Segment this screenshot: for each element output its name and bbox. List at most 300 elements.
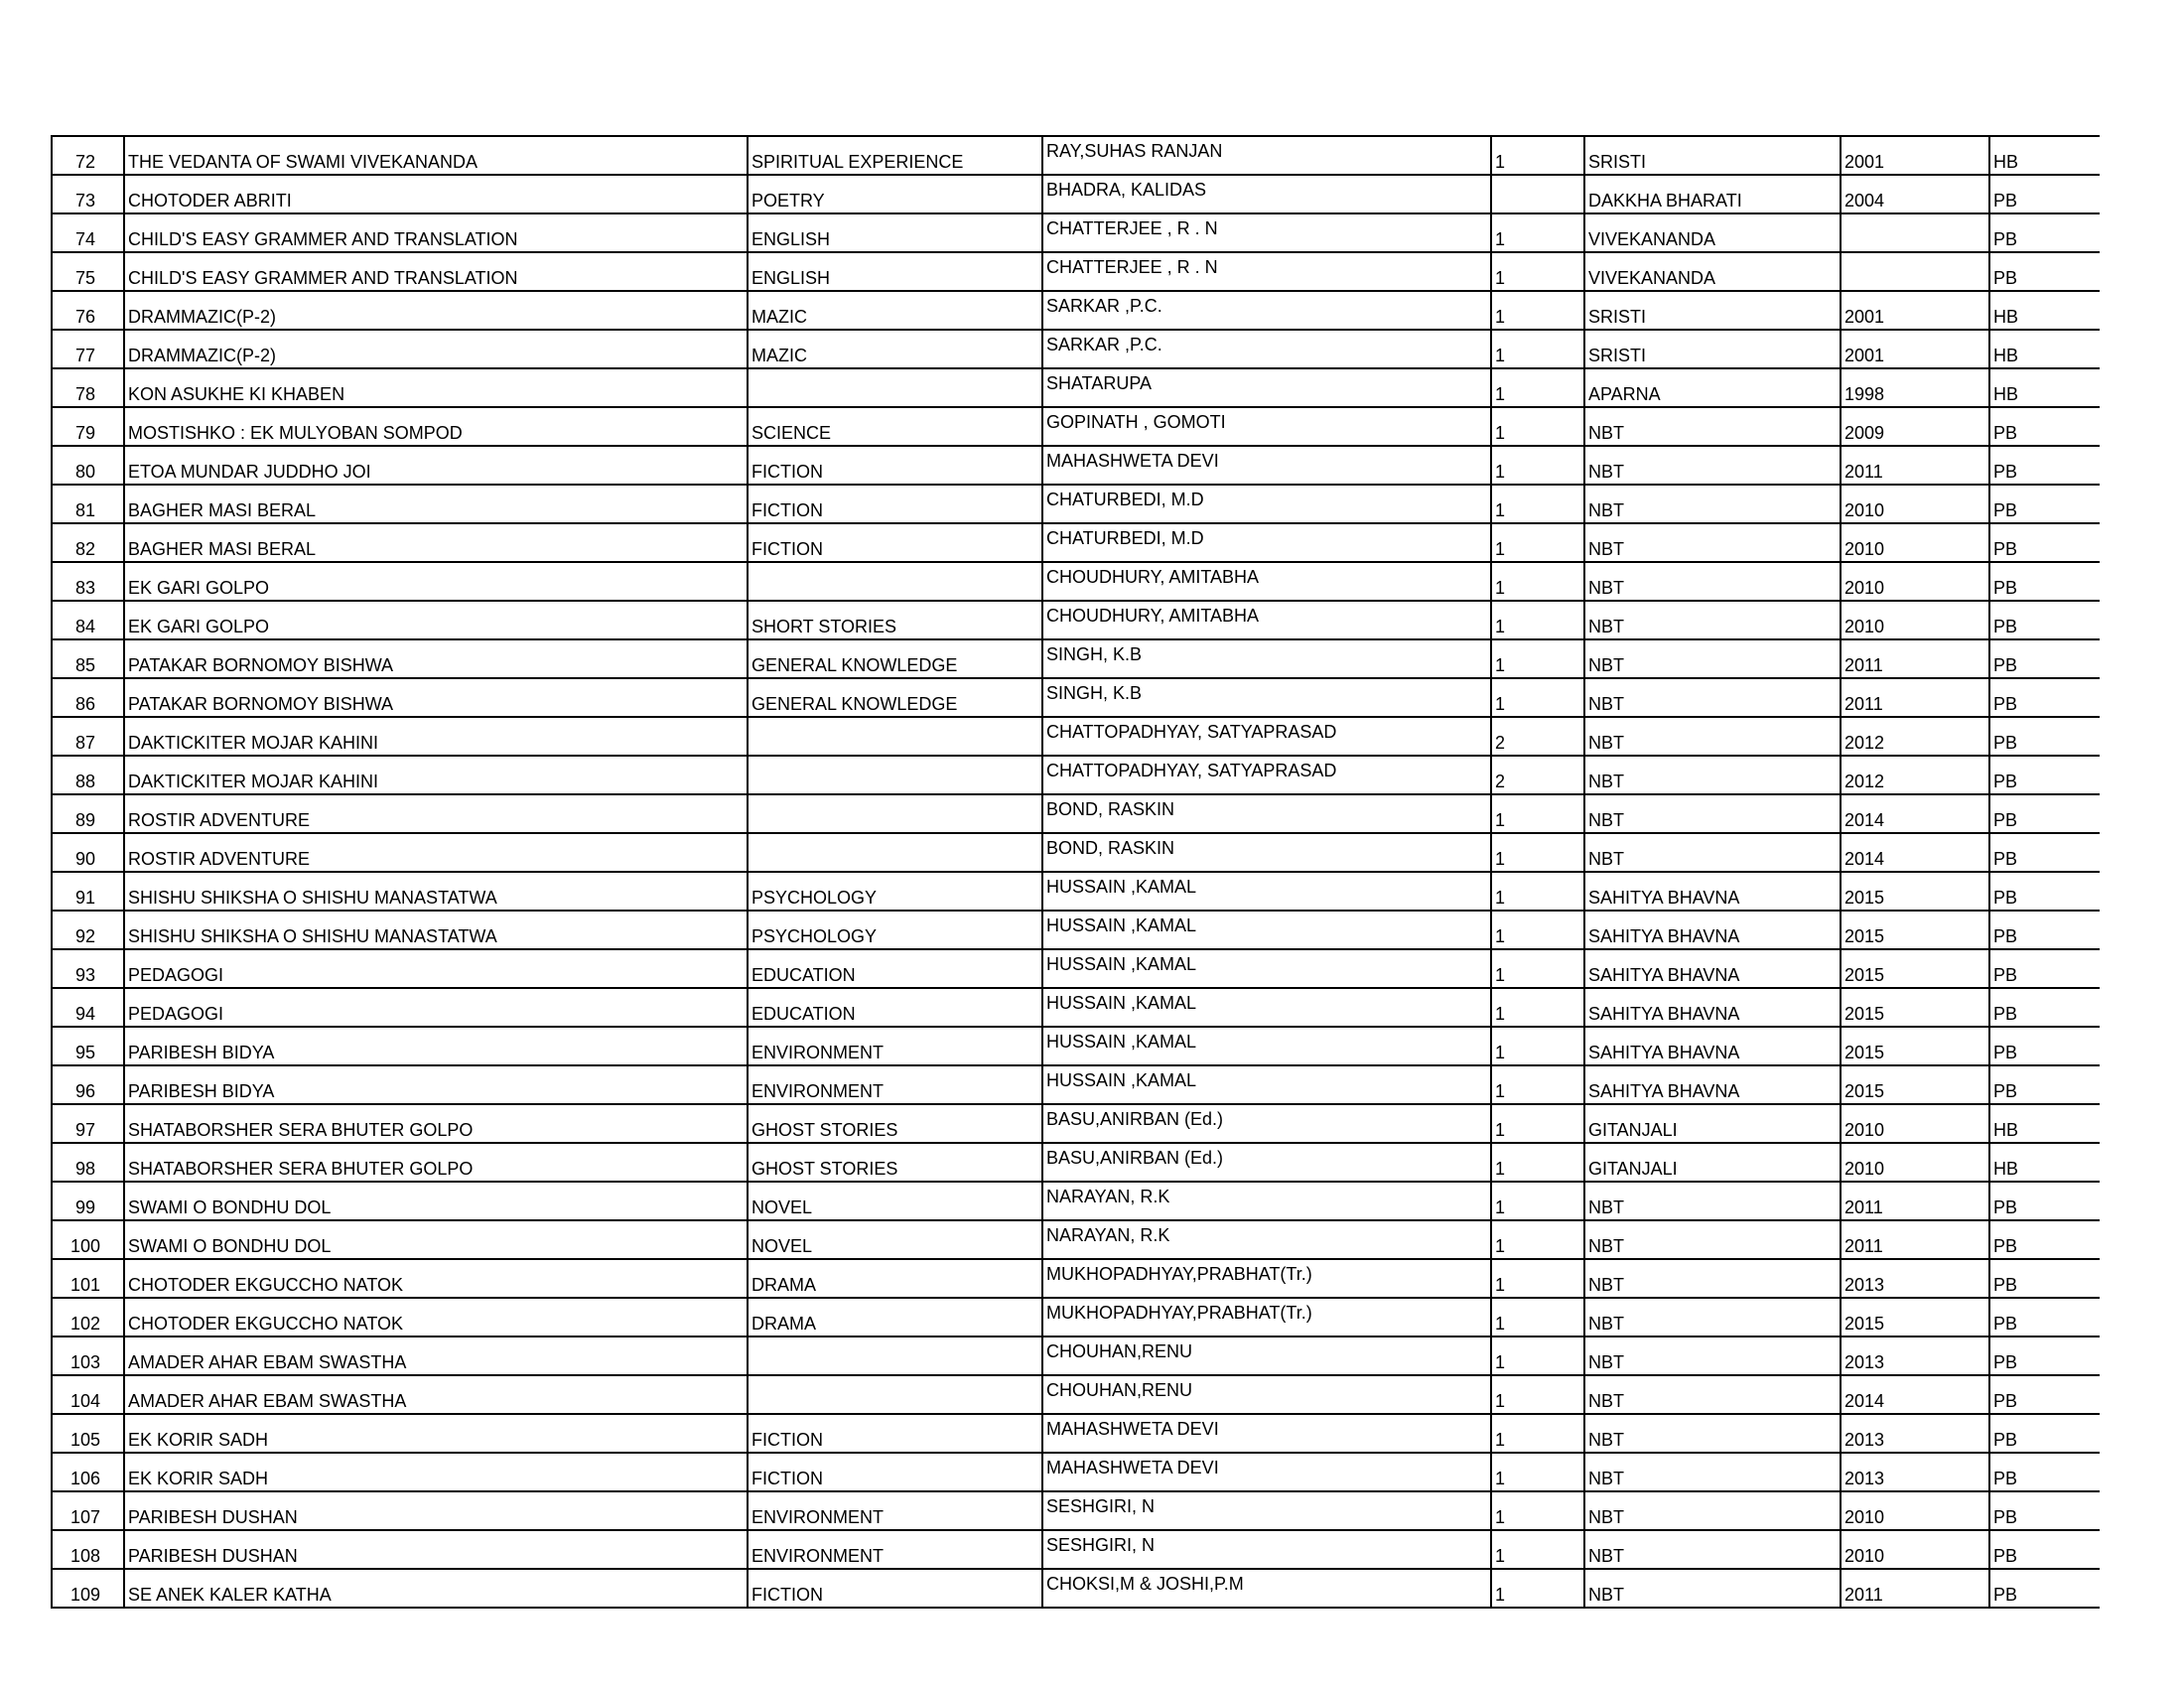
title-cell: PARIBESH DUSHAN: [124, 1491, 748, 1530]
publisher-cell: NBT: [1584, 562, 1841, 601]
year-cell: 2015: [1841, 872, 1989, 911]
publisher-cell: NBT: [1584, 756, 1841, 794]
binding-cell: PB: [1989, 562, 2100, 601]
year-cell: 2010: [1841, 601, 1989, 639]
author-cell: SARKAR ,P.C.: [1042, 291, 1491, 330]
publisher-cell: NBT: [1584, 1220, 1841, 1259]
publisher-cell: SAHITYA BHAVNA: [1584, 1065, 1841, 1104]
copies-cell: 1: [1491, 794, 1584, 833]
publisher-cell: NBT: [1584, 1182, 1841, 1220]
copies-cell: 1: [1491, 1182, 1584, 1220]
title-cell: PARIBESH BIDYA: [124, 1065, 748, 1104]
author-cell: NARAYAN, R.K: [1042, 1182, 1491, 1220]
table-row: [52, 1414, 2100, 1453]
binding-cell: PB: [1989, 639, 2100, 678]
author-cell: CHOKSI,M & JOSHI,P.M: [1042, 1569, 1491, 1608]
binding-cell: HB: [1989, 368, 2100, 407]
author-cell: BOND, RASKIN: [1042, 794, 1491, 833]
publisher-cell: NBT: [1584, 523, 1841, 562]
table-row: [52, 1453, 2100, 1491]
copies-cell: 1: [1491, 833, 1584, 872]
subject-cell: EDUCATION: [748, 949, 1042, 988]
binding-cell: PB: [1989, 678, 2100, 717]
binding-cell: PB: [1989, 794, 2100, 833]
serial-number-cell: 74: [52, 213, 124, 252]
year-cell: 2015: [1841, 911, 1989, 949]
table-row: [52, 1104, 2100, 1143]
subject-cell: [748, 833, 1042, 872]
binding-cell: PB: [1989, 1220, 2100, 1259]
title-cell: PATAKAR BORNOMOY BISHWA: [124, 639, 748, 678]
binding-cell: HB: [1989, 136, 2100, 175]
serial-number-cell: 91: [52, 872, 124, 911]
subject-cell: PSYCHOLOGY: [748, 911, 1042, 949]
author-cell: MUKHOPADHYAY,PRABHAT(Tr.): [1042, 1298, 1491, 1336]
author-cell: BASU,ANIRBAN (Ed.): [1042, 1143, 1491, 1182]
table-row: [52, 291, 2100, 330]
table-row: [52, 1491, 2100, 1530]
subject-cell: MAZIC: [748, 330, 1042, 368]
subject-cell: ENVIRONMENT: [748, 1027, 1042, 1065]
table-row: [52, 1259, 2100, 1298]
copies-cell: 1: [1491, 407, 1584, 446]
title-cell: CHOTODER EKGUCCHO NATOK: [124, 1298, 748, 1336]
author-cell: CHATURBEDI, M.D: [1042, 523, 1491, 562]
author-cell: BOND, RASKIN: [1042, 833, 1491, 872]
serial-number-cell: 109: [52, 1569, 124, 1608]
publisher-cell: GITANJALI: [1584, 1143, 1841, 1182]
author-cell: HUSSAIN ,KAMAL: [1042, 872, 1491, 911]
year-cell: 2013: [1841, 1336, 1989, 1375]
table-row: [52, 872, 2100, 911]
publisher-cell: NBT: [1584, 639, 1841, 678]
table-row: [52, 523, 2100, 562]
title-cell: PATAKAR BORNOMOY BISHWA: [124, 678, 748, 717]
publisher-cell: NBT: [1584, 1491, 1841, 1530]
table-row: [52, 601, 2100, 639]
table-row: [52, 1143, 2100, 1182]
author-cell: HUSSAIN ,KAMAL: [1042, 949, 1491, 988]
subject-cell: PSYCHOLOGY: [748, 872, 1042, 911]
title-cell: SWAMI O BONDHU DOL: [124, 1182, 748, 1220]
copies-cell: 1: [1491, 1336, 1584, 1375]
copies-cell: 1: [1491, 1530, 1584, 1569]
subject-cell: FICTION: [748, 446, 1042, 485]
subject-cell: [748, 562, 1042, 601]
publisher-cell: APARNA: [1584, 368, 1841, 407]
title-cell: EK KORIR SADH: [124, 1453, 748, 1491]
title-cell: EK GARI GOLPO: [124, 601, 748, 639]
subject-cell: POETRY: [748, 175, 1042, 213]
serial-number-cell: 88: [52, 756, 124, 794]
title-cell: MOSTISHKO : EK MULYOBAN SOMPOD: [124, 407, 748, 446]
binding-cell: PB: [1989, 1453, 2100, 1491]
subject-cell: EDUCATION: [748, 988, 1042, 1027]
table-row: [52, 562, 2100, 601]
publisher-cell: NBT: [1584, 407, 1841, 446]
publisher-cell: VIVEKANANDA: [1584, 213, 1841, 252]
publisher-cell: GITANJALI: [1584, 1104, 1841, 1143]
publisher-cell: SRISTI: [1584, 136, 1841, 175]
author-cell: SHATARUPA: [1042, 368, 1491, 407]
year-cell: 2010: [1841, 523, 1989, 562]
binding-cell: PB: [1989, 1027, 2100, 1065]
copies-cell: 1: [1491, 252, 1584, 291]
subject-cell: NOVEL: [748, 1220, 1042, 1259]
subject-cell: FICTION: [748, 1414, 1042, 1453]
copies-cell: [1491, 175, 1584, 213]
subject-cell: ENGLISH: [748, 213, 1042, 252]
copies-cell: 1: [1491, 523, 1584, 562]
author-cell: SARKAR ,P.C.: [1042, 330, 1491, 368]
publisher-cell: NBT: [1584, 717, 1841, 756]
author-cell: CHOUHAN,RENU: [1042, 1375, 1491, 1414]
year-cell: 2015: [1841, 1027, 1989, 1065]
subject-cell: FICTION: [748, 1453, 1042, 1491]
serial-number-cell: 95: [52, 1027, 124, 1065]
publisher-cell: SAHITYA BHAVNA: [1584, 1027, 1841, 1065]
table-row: [52, 1569, 2100, 1608]
table-row: [52, 1027, 2100, 1065]
table-row: [52, 1298, 2100, 1336]
serial-number-cell: 97: [52, 1104, 124, 1143]
serial-number-cell: 75: [52, 252, 124, 291]
author-cell: CHATTOPADHYAY, SATYAPRASAD: [1042, 717, 1491, 756]
title-cell: AMADER AHAR EBAM SWASTHA: [124, 1336, 748, 1375]
table-row: [52, 639, 2100, 678]
title-cell: ROSTIR ADVENTURE: [124, 794, 748, 833]
title-cell: DAKTICKITER MOJAR KAHINI: [124, 756, 748, 794]
copies-cell: 2: [1491, 756, 1584, 794]
year-cell: 2001: [1841, 136, 1989, 175]
table-row: [52, 446, 2100, 485]
title-cell: EK KORIR SADH: [124, 1414, 748, 1453]
copies-cell: 1: [1491, 1065, 1584, 1104]
copies-cell: 1: [1491, 911, 1584, 949]
title-cell: BAGHER MASI BERAL: [124, 485, 748, 523]
copies-cell: 1: [1491, 291, 1584, 330]
table-row: [52, 949, 2100, 988]
publisher-cell: NBT: [1584, 833, 1841, 872]
serial-number-cell: 105: [52, 1414, 124, 1453]
year-cell: 2010: [1841, 1104, 1989, 1143]
serial-number-cell: 107: [52, 1491, 124, 1530]
title-cell: PARIBESH DUSHAN: [124, 1530, 748, 1569]
author-cell: BHADRA, KALIDAS: [1042, 175, 1491, 213]
binding-cell: PB: [1989, 1491, 2100, 1530]
table-row: [52, 794, 2100, 833]
publisher-cell: SAHITYA BHAVNA: [1584, 988, 1841, 1027]
title-cell: SHATABORSHER SERA BHUTER GOLPO: [124, 1104, 748, 1143]
publisher-cell: SRISTI: [1584, 291, 1841, 330]
year-cell: 2010: [1841, 1530, 1989, 1569]
title-cell: ETOA MUNDAR JUDDHO JOI: [124, 446, 748, 485]
binding-cell: PB: [1989, 1336, 2100, 1375]
title-cell: CHILD'S EASY GRAMMER AND TRANSLATION: [124, 252, 748, 291]
table-row: [52, 1220, 2100, 1259]
binding-cell: HB: [1989, 1104, 2100, 1143]
publisher-cell: NBT: [1584, 1530, 1841, 1569]
subject-cell: [748, 1336, 1042, 1375]
serial-number-cell: 104: [52, 1375, 124, 1414]
author-cell: CHATTERJEE , R . N: [1042, 252, 1491, 291]
year-cell: 2010: [1841, 1143, 1989, 1182]
title-cell: AMADER AHAR EBAM SWASTHA: [124, 1375, 748, 1414]
title-cell: CHILD'S EASY GRAMMER AND TRANSLATION: [124, 213, 748, 252]
author-cell: HUSSAIN ,KAMAL: [1042, 1065, 1491, 1104]
publisher-cell: VIVEKANANDA: [1584, 252, 1841, 291]
serial-number-cell: 82: [52, 523, 124, 562]
subject-cell: DRAMA: [748, 1298, 1042, 1336]
serial-number-cell: 80: [52, 446, 124, 485]
binding-cell: PB: [1989, 872, 2100, 911]
copies-cell: 1: [1491, 368, 1584, 407]
serial-number-cell: 72: [52, 136, 124, 175]
subject-cell: ENVIRONMENT: [748, 1065, 1042, 1104]
copies-cell: 1: [1491, 1259, 1584, 1298]
binding-cell: PB: [1989, 988, 2100, 1027]
copies-cell: 1: [1491, 601, 1584, 639]
binding-cell: PB: [1989, 1375, 2100, 1414]
publisher-cell: NBT: [1584, 446, 1841, 485]
subject-cell: NOVEL: [748, 1182, 1042, 1220]
copies-cell: 1: [1491, 678, 1584, 717]
title-cell: DRAMMAZIC(P-2): [124, 330, 748, 368]
author-cell: HUSSAIN ,KAMAL: [1042, 911, 1491, 949]
publisher-cell: NBT: [1584, 485, 1841, 523]
subject-cell: [748, 1375, 1042, 1414]
binding-cell: HB: [1989, 330, 2100, 368]
year-cell: 2013: [1841, 1414, 1989, 1453]
serial-number-cell: 83: [52, 562, 124, 601]
title-cell: SHISHU SHIKSHA O SHISHU MANASTATWA: [124, 911, 748, 949]
copies-cell: 1: [1491, 1298, 1584, 1336]
year-cell: 2011: [1841, 1182, 1989, 1220]
publisher-cell: NBT: [1584, 794, 1841, 833]
year-cell: 2014: [1841, 1375, 1989, 1414]
subject-cell: FICTION: [748, 485, 1042, 523]
year-cell: 2014: [1841, 833, 1989, 872]
serial-number-cell: 90: [52, 833, 124, 872]
table-row: [52, 1375, 2100, 1414]
title-cell: PARIBESH BIDYA: [124, 1027, 748, 1065]
publisher-cell: NBT: [1584, 601, 1841, 639]
subject-cell: ENGLISH: [748, 252, 1042, 291]
author-cell: CHATURBEDI, M.D: [1042, 485, 1491, 523]
year-cell: 2013: [1841, 1453, 1989, 1491]
year-cell: 2011: [1841, 446, 1989, 485]
serial-number-cell: 73: [52, 175, 124, 213]
serial-number-cell: 89: [52, 794, 124, 833]
table-row: [52, 1065, 2100, 1104]
binding-cell: PB: [1989, 833, 2100, 872]
publisher-cell: NBT: [1584, 1259, 1841, 1298]
serial-number-cell: 84: [52, 601, 124, 639]
table-row: [52, 1182, 2100, 1220]
author-cell: HUSSAIN ,KAMAL: [1042, 988, 1491, 1027]
serial-number-cell: 94: [52, 988, 124, 1027]
copies-cell: 1: [1491, 1453, 1584, 1491]
copies-cell: 1: [1491, 872, 1584, 911]
year-cell: 2010: [1841, 562, 1989, 601]
binding-cell: PB: [1989, 252, 2100, 291]
title-cell: SWAMI O BONDHU DOL: [124, 1220, 748, 1259]
copies-cell: 1: [1491, 562, 1584, 601]
serial-number-cell: 78: [52, 368, 124, 407]
serial-number-cell: 92: [52, 911, 124, 949]
author-cell: RAY,SUHAS RANJAN: [1042, 136, 1491, 175]
publisher-cell: NBT: [1584, 1336, 1841, 1375]
binding-cell: PB: [1989, 911, 2100, 949]
binding-cell: HB: [1989, 291, 2100, 330]
binding-cell: PB: [1989, 756, 2100, 794]
year-cell: 2015: [1841, 1298, 1989, 1336]
copies-cell: 1: [1491, 213, 1584, 252]
title-cell: PEDAGOGI: [124, 949, 748, 988]
table-row: [52, 717, 2100, 756]
table-row: [52, 136, 2100, 175]
serial-number-cell: 87: [52, 717, 124, 756]
binding-cell: PB: [1989, 1298, 2100, 1336]
year-cell: 2011: [1841, 678, 1989, 717]
subject-cell: FICTION: [748, 1569, 1042, 1608]
author-cell: SESHGIRI, N: [1042, 1491, 1491, 1530]
title-cell: BAGHER MASI BERAL: [124, 523, 748, 562]
publisher-cell: NBT: [1584, 1298, 1841, 1336]
subject-cell: SPIRITUAL EXPERIENCE: [748, 136, 1042, 175]
title-cell: SHATABORSHER SERA BHUTER GOLPO: [124, 1143, 748, 1182]
table-body: [52, 136, 2100, 1608]
publisher-cell: SAHITYA BHAVNA: [1584, 949, 1841, 988]
copies-cell: 1: [1491, 1569, 1584, 1608]
title-cell: ROSTIR ADVENTURE: [124, 833, 748, 872]
subject-cell: SCIENCE: [748, 407, 1042, 446]
copies-cell: 1: [1491, 136, 1584, 175]
title-cell: DRAMMAZIC(P-2): [124, 291, 748, 330]
subject-cell: FICTION: [748, 523, 1042, 562]
title-cell: DAKTICKITER MOJAR KAHINI: [124, 717, 748, 756]
year-cell: 2015: [1841, 1065, 1989, 1104]
binding-cell: PB: [1989, 1182, 2100, 1220]
year-cell: 2012: [1841, 717, 1989, 756]
author-cell: CHOUHAN,RENU: [1042, 1336, 1491, 1375]
copies-cell: 2: [1491, 717, 1584, 756]
author-cell: MUKHOPADHYAY,PRABHAT(Tr.): [1042, 1259, 1491, 1298]
year-cell: 2009: [1841, 407, 1989, 446]
serial-number-cell: 102: [52, 1298, 124, 1336]
copies-cell: 1: [1491, 1143, 1584, 1182]
publisher-cell: NBT: [1584, 678, 1841, 717]
subject-cell: SHORT STORIES: [748, 601, 1042, 639]
year-cell: 2015: [1841, 949, 1989, 988]
serial-number-cell: 100: [52, 1220, 124, 1259]
author-cell: SINGH, K.B: [1042, 639, 1491, 678]
copies-cell: 1: [1491, 1491, 1584, 1530]
publisher-cell: SAHITYA BHAVNA: [1584, 872, 1841, 911]
year-cell: 2015: [1841, 988, 1989, 1027]
book-list-table: [51, 135, 2100, 1609]
year-cell: 2001: [1841, 291, 1989, 330]
table-row: [52, 911, 2100, 949]
author-cell: CHATTOPADHYAY, SATYAPRASAD: [1042, 756, 1491, 794]
serial-number-cell: 86: [52, 678, 124, 717]
serial-number-cell: 77: [52, 330, 124, 368]
binding-cell: PB: [1989, 407, 2100, 446]
copies-cell: 1: [1491, 1414, 1584, 1453]
author-cell: GOPINATH , GOMOTI: [1042, 407, 1491, 446]
subject-cell: GHOST STORIES: [748, 1104, 1042, 1143]
table-row: [52, 756, 2100, 794]
table-row: [52, 407, 2100, 446]
table-row: [52, 368, 2100, 407]
binding-cell: PB: [1989, 717, 2100, 756]
binding-cell: PB: [1989, 523, 2100, 562]
subject-cell: ENVIRONMENT: [748, 1491, 1042, 1530]
copies-cell: 1: [1491, 949, 1584, 988]
copies-cell: 1: [1491, 446, 1584, 485]
serial-number-cell: 106: [52, 1453, 124, 1491]
author-cell: MAHASHWETA DEVI: [1042, 1414, 1491, 1453]
serial-number-cell: 98: [52, 1143, 124, 1182]
author-cell: HUSSAIN ,KAMAL: [1042, 1027, 1491, 1065]
year-cell: 2001: [1841, 330, 1989, 368]
serial-number-cell: 108: [52, 1530, 124, 1569]
copies-cell: 1: [1491, 988, 1584, 1027]
table-row: [52, 175, 2100, 213]
year-cell: 2014: [1841, 794, 1989, 833]
subject-cell: [748, 756, 1042, 794]
author-cell: CHOUDHURY, AMITABHA: [1042, 601, 1491, 639]
subject-cell: MAZIC: [748, 291, 1042, 330]
author-cell: CHATTERJEE , R . N: [1042, 213, 1491, 252]
year-cell: 2011: [1841, 639, 1989, 678]
title-cell: CHOTODER EKGUCCHO NATOK: [124, 1259, 748, 1298]
serial-number-cell: 99: [52, 1182, 124, 1220]
author-cell: CHOUDHURY, AMITABHA: [1042, 562, 1491, 601]
table-row: [52, 330, 2100, 368]
title-cell: CHOTODER ABRITI: [124, 175, 748, 213]
binding-cell: PB: [1989, 1065, 2100, 1104]
author-cell: BASU,ANIRBAN (Ed.): [1042, 1104, 1491, 1143]
table-row: [52, 678, 2100, 717]
publisher-cell: SAHITYA BHAVNA: [1584, 911, 1841, 949]
table-row: [52, 252, 2100, 291]
copies-cell: 1: [1491, 485, 1584, 523]
year-cell: 2004: [1841, 175, 1989, 213]
serial-number-cell: 96: [52, 1065, 124, 1104]
binding-cell: PB: [1989, 1569, 2100, 1608]
subject-cell: DRAMA: [748, 1259, 1042, 1298]
binding-cell: PB: [1989, 601, 2100, 639]
copies-cell: 1: [1491, 1027, 1584, 1065]
author-cell: MAHASHWETA DEVI: [1042, 446, 1491, 485]
year-cell: 1998: [1841, 368, 1989, 407]
table-row: [52, 833, 2100, 872]
table-row: [52, 988, 2100, 1027]
serial-number-cell: 79: [52, 407, 124, 446]
author-cell: SINGH, K.B: [1042, 678, 1491, 717]
copies-cell: 1: [1491, 1220, 1584, 1259]
subject-cell: GENERAL KNOWLEDGE: [748, 639, 1042, 678]
binding-cell: PB: [1989, 446, 2100, 485]
copies-cell: 1: [1491, 1375, 1584, 1414]
copies-cell: 1: [1491, 330, 1584, 368]
title-cell: PEDAGOGI: [124, 988, 748, 1027]
year-cell: 2010: [1841, 485, 1989, 523]
subject-cell: [748, 368, 1042, 407]
title-cell: EK GARI GOLPO: [124, 562, 748, 601]
binding-cell: PB: [1989, 485, 2100, 523]
